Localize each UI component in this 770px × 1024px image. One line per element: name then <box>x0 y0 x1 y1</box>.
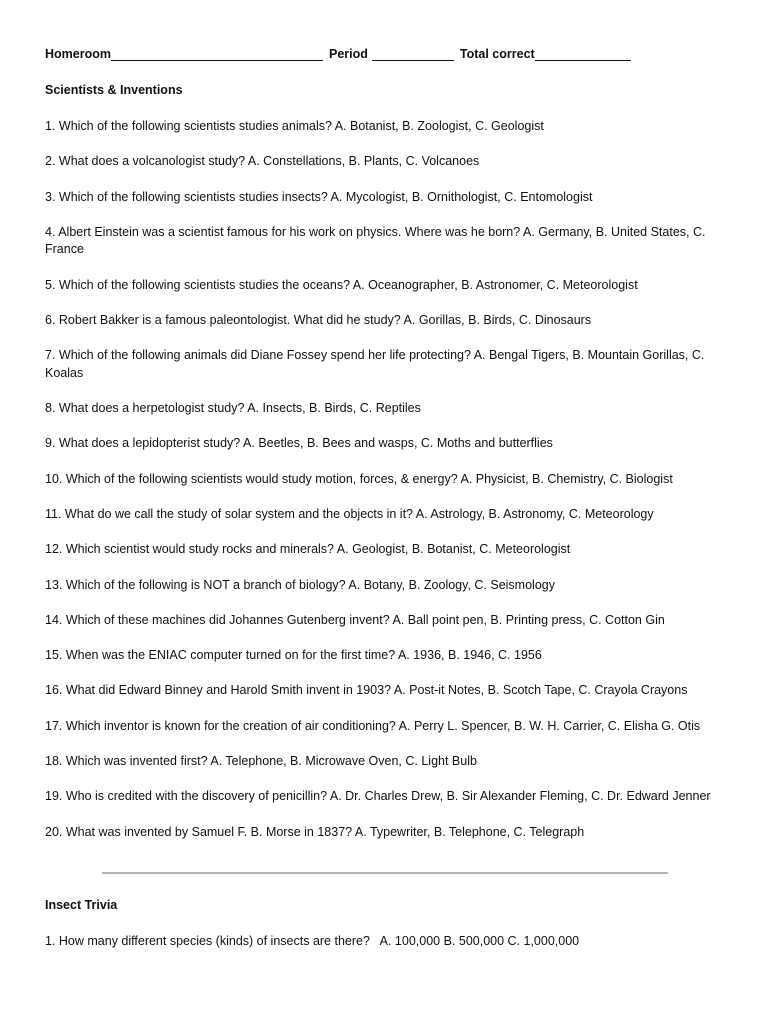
question-item: 7. Which of the following animals did Diane Fossey spend her life protecting? A. Bengal Tigers, B. Mountain Gorillas, C. Koalas <box>45 348 705 380</box>
question-list-insect-trivia <box>45 933 725 968</box>
question-item: 20. What was invented by Samuel F. B. Morse in 1837? A. Typewriter, B. Telephone, C. Telegraph <box>45 824 585 839</box>
question-item: 17. Which inventor is known for the creation of air conditioning? A. Perry L. Spencer, B. W. H. Carrier, C. Elisha G. Otis <box>45 718 701 733</box>
question-item: 5. Which of the following scientists studies the oceans? A. Oceanographer, B. Astronomer, C. Meteorologist <box>45 277 638 292</box>
question-item: 11. What do we call the study of solar system and the objects in it? A. Astrology, B. Astronomy, C. Meteorology <box>45 506 654 521</box>
period-label: Period <box>328 47 368 61</box>
section-title-scientists: Scientists & Inventions <box>45 83 183 97</box>
question-item: 4. Albert Einstein was a scientist famous for his work on physics. Where was he born? A. Germany, B. United States, C. France <box>45 224 706 257</box>
question-item: 9. What does a lepidopterist study? A. Beetles, B. Bees and wasps, C. Moths and butterflies <box>45 436 553 451</box>
section-title-insect-trivia: Insect Trivia <box>45 898 118 912</box>
question-item: 3. Which of the following scientists studies insects? A. Mycologist, B. Ornithologist, C. Entomologist <box>45 189 593 204</box>
homeroom-blank[interactable] <box>111 47 323 61</box>
question-item: 6. Robert Bakker is a famous paleontologist. What did he study? A. Gorillas, B. Birds, C. Dinosaurs <box>45 312 592 327</box>
question-item: 16. What did Edward Binney and Harold Smith invent in 1903? A. Post-it Notes, B. Scotch Tape, C. Crayola Crayons <box>45 683 688 698</box>
question-item: 1. Which of the following scientists studies animals? A. Botanist, B. Zoologist, C. Geologist <box>45 119 544 133</box>
question-item: 19. Who is credited with the discovery of penicillin? A. Dr. Charles Drew, B. Sir Alexander Fleming, C. Dr. Edward Jenner <box>45 789 711 804</box>
question-item: 1. How many different species (kinds) of insects are there? A. 100,000 B. 500,000 C. 1,000,000 <box>45 934 580 948</box>
question-item: 2. What does a volcanologist study? A. Constellations, B. Plants, C. Volcanoes <box>45 154 480 169</box>
period-blank[interactable] <box>372 47 454 61</box>
question-item: 15. When was the ENIAC computer turned on for the first time? A. 1936, B. 1946, C. 1956 <box>45 648 542 663</box>
total-correct-blank[interactable] <box>535 47 631 61</box>
question-item: 13. Which of the following is NOT a branch of biology? A. Botany, B. Zoology, C. Seismology <box>45 577 555 592</box>
question-item: 10. Which of the following scientists would study motion, forces, & energy? A. Physicist, B. Chemistry, C. Biologist <box>45 471 673 486</box>
question-item: 8. What does a herpetologist study? A. Insects, B. Birds, C. Reptiles <box>45 401 421 416</box>
total-correct-label: Total correct <box>459 47 535 61</box>
question-list-scientists <box>45 118 725 859</box>
question-item: 14. Which of these machines did Johannes Gutenberg invent? A. Ball point pen, B. Printing press, C. Cotton Gin <box>45 612 665 627</box>
question-item: 12. Which scientist would study rocks and minerals? A. Geologist, B. Botanist, C. Meteorologist <box>45 542 571 557</box>
question-item: 18. Which was invented first? A. Telephone, B. Microwave Oven, C. Light Bulb <box>45 754 477 769</box>
section-divider <box>102 872 668 874</box>
homeroom-label: Homeroom <box>45 47 111 61</box>
worksheet-header <box>45 47 637 61</box>
